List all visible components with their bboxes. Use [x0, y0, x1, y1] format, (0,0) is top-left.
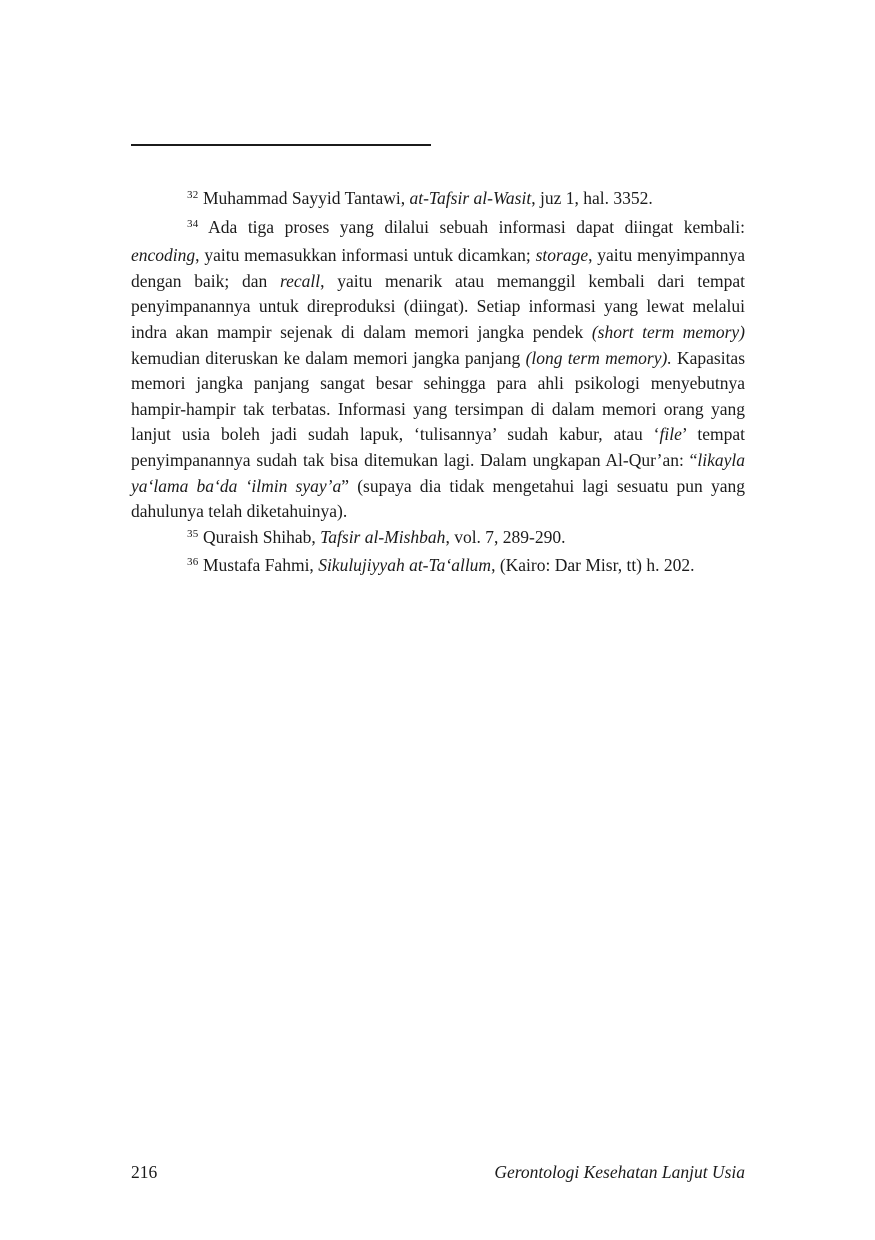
- running-title: Gerontologi Kesehatan Lanjut Usia: [494, 1162, 745, 1182]
- footnote-text-segment: , yaitu menyimpannya dengan baik; dan: [131, 245, 745, 291]
- footnote-text-segment: , yaitu memasukkan informasi untuk dicamkan;: [195, 245, 536, 266]
- footnote-text-segment: file: [659, 424, 682, 445]
- footnote-text-segment: (short term memory): [591, 321, 745, 342]
- footnote-text-segment: recall: [279, 270, 321, 291]
- footnote-number: 32: [187, 189, 199, 201]
- footnote-text-segment: Sikulujiyyah at-Ta‘allum: [318, 555, 492, 576]
- footnote-text-segment: ” (supaya dia tidak mengetahui lagi sesuatu pun yang dahulunya telah diketahuinya).: [131, 475, 745, 522]
- footnote-text-segment: kemudian diteruskan ke dalam memori jangka panjang: [131, 347, 526, 368]
- footnote-34: [131, 215, 745, 525]
- footnote-separator-rule: [131, 144, 431, 146]
- footnote-text-segment: , vol. 7, 289-290.: [445, 526, 566, 547]
- footnote-text-segment: Ada tiga proses yang dilalui sebuah informasi dapat diingat kembali:: [198, 216, 745, 237]
- footnote-text-segment: , (Kairo: Dar Misr, tt) h. 202.: [491, 555, 695, 576]
- footnote-text-segment: Quraish Shihab,: [198, 526, 321, 547]
- footnotes-section: [131, 186, 745, 582]
- footnote-text-segment: Tafsir al-Mishbah: [320, 526, 446, 547]
- footnote-text-segment: Muhammad Sayyid Tantawi,: [198, 188, 410, 208]
- footnote-text-segment: Mustafa Fahmi,: [198, 555, 319, 576]
- footnote-text-segment: likayla ya‘lama ba‘da ‘ilmin syay’a: [131, 449, 745, 496]
- footnote-text-segment: at-Tafsir al-Wasit: [409, 188, 532, 208]
- footnote-32: [131, 186, 745, 215]
- footnote-text-segment: encoding: [131, 245, 196, 266]
- footnote-text-segment: storage: [535, 245, 589, 266]
- footnote-text-segment: (long term memory).: [525, 347, 672, 368]
- footnote-number: 34: [187, 217, 199, 230]
- footnote-36: [131, 553, 745, 582]
- footnote-text-segment: , yaitu menarik atau memanggil kembali dari tempat penyimpanannya untuk direproduksi (diingat). Setiap informasi yang lewat melalui indra akan mampir sejenak di dalam memori jangka pendek: [131, 270, 745, 342]
- footnote-number: 35: [187, 527, 199, 540]
- footnote-text-segment: Kapasitas memori jangka panjang sangat besar sehingga para ahli psikologi menyebutnya hampir-hampir tak terbatas. Informasi yang tersimpan di dalam memori orang yang lanjut usia boleh jadi sudah lapuk, ‘tulisannya’ sudah kabur, atau ‘: [131, 347, 746, 445]
- footnote-text-segment: ’ tempat penyimpanannya sudah tak bisa ditemukan lagi. Dalam ungkapan Al-Qur’an: “: [131, 424, 745, 470]
- footnote-35: [131, 525, 745, 554]
- footnote-number: 36: [187, 556, 199, 569]
- page-number: 216: [131, 1162, 158, 1182]
- footnote-text-segment: , juz 1, hal. 3352.: [531, 188, 653, 208]
- page-footer: [131, 1162, 745, 1183]
